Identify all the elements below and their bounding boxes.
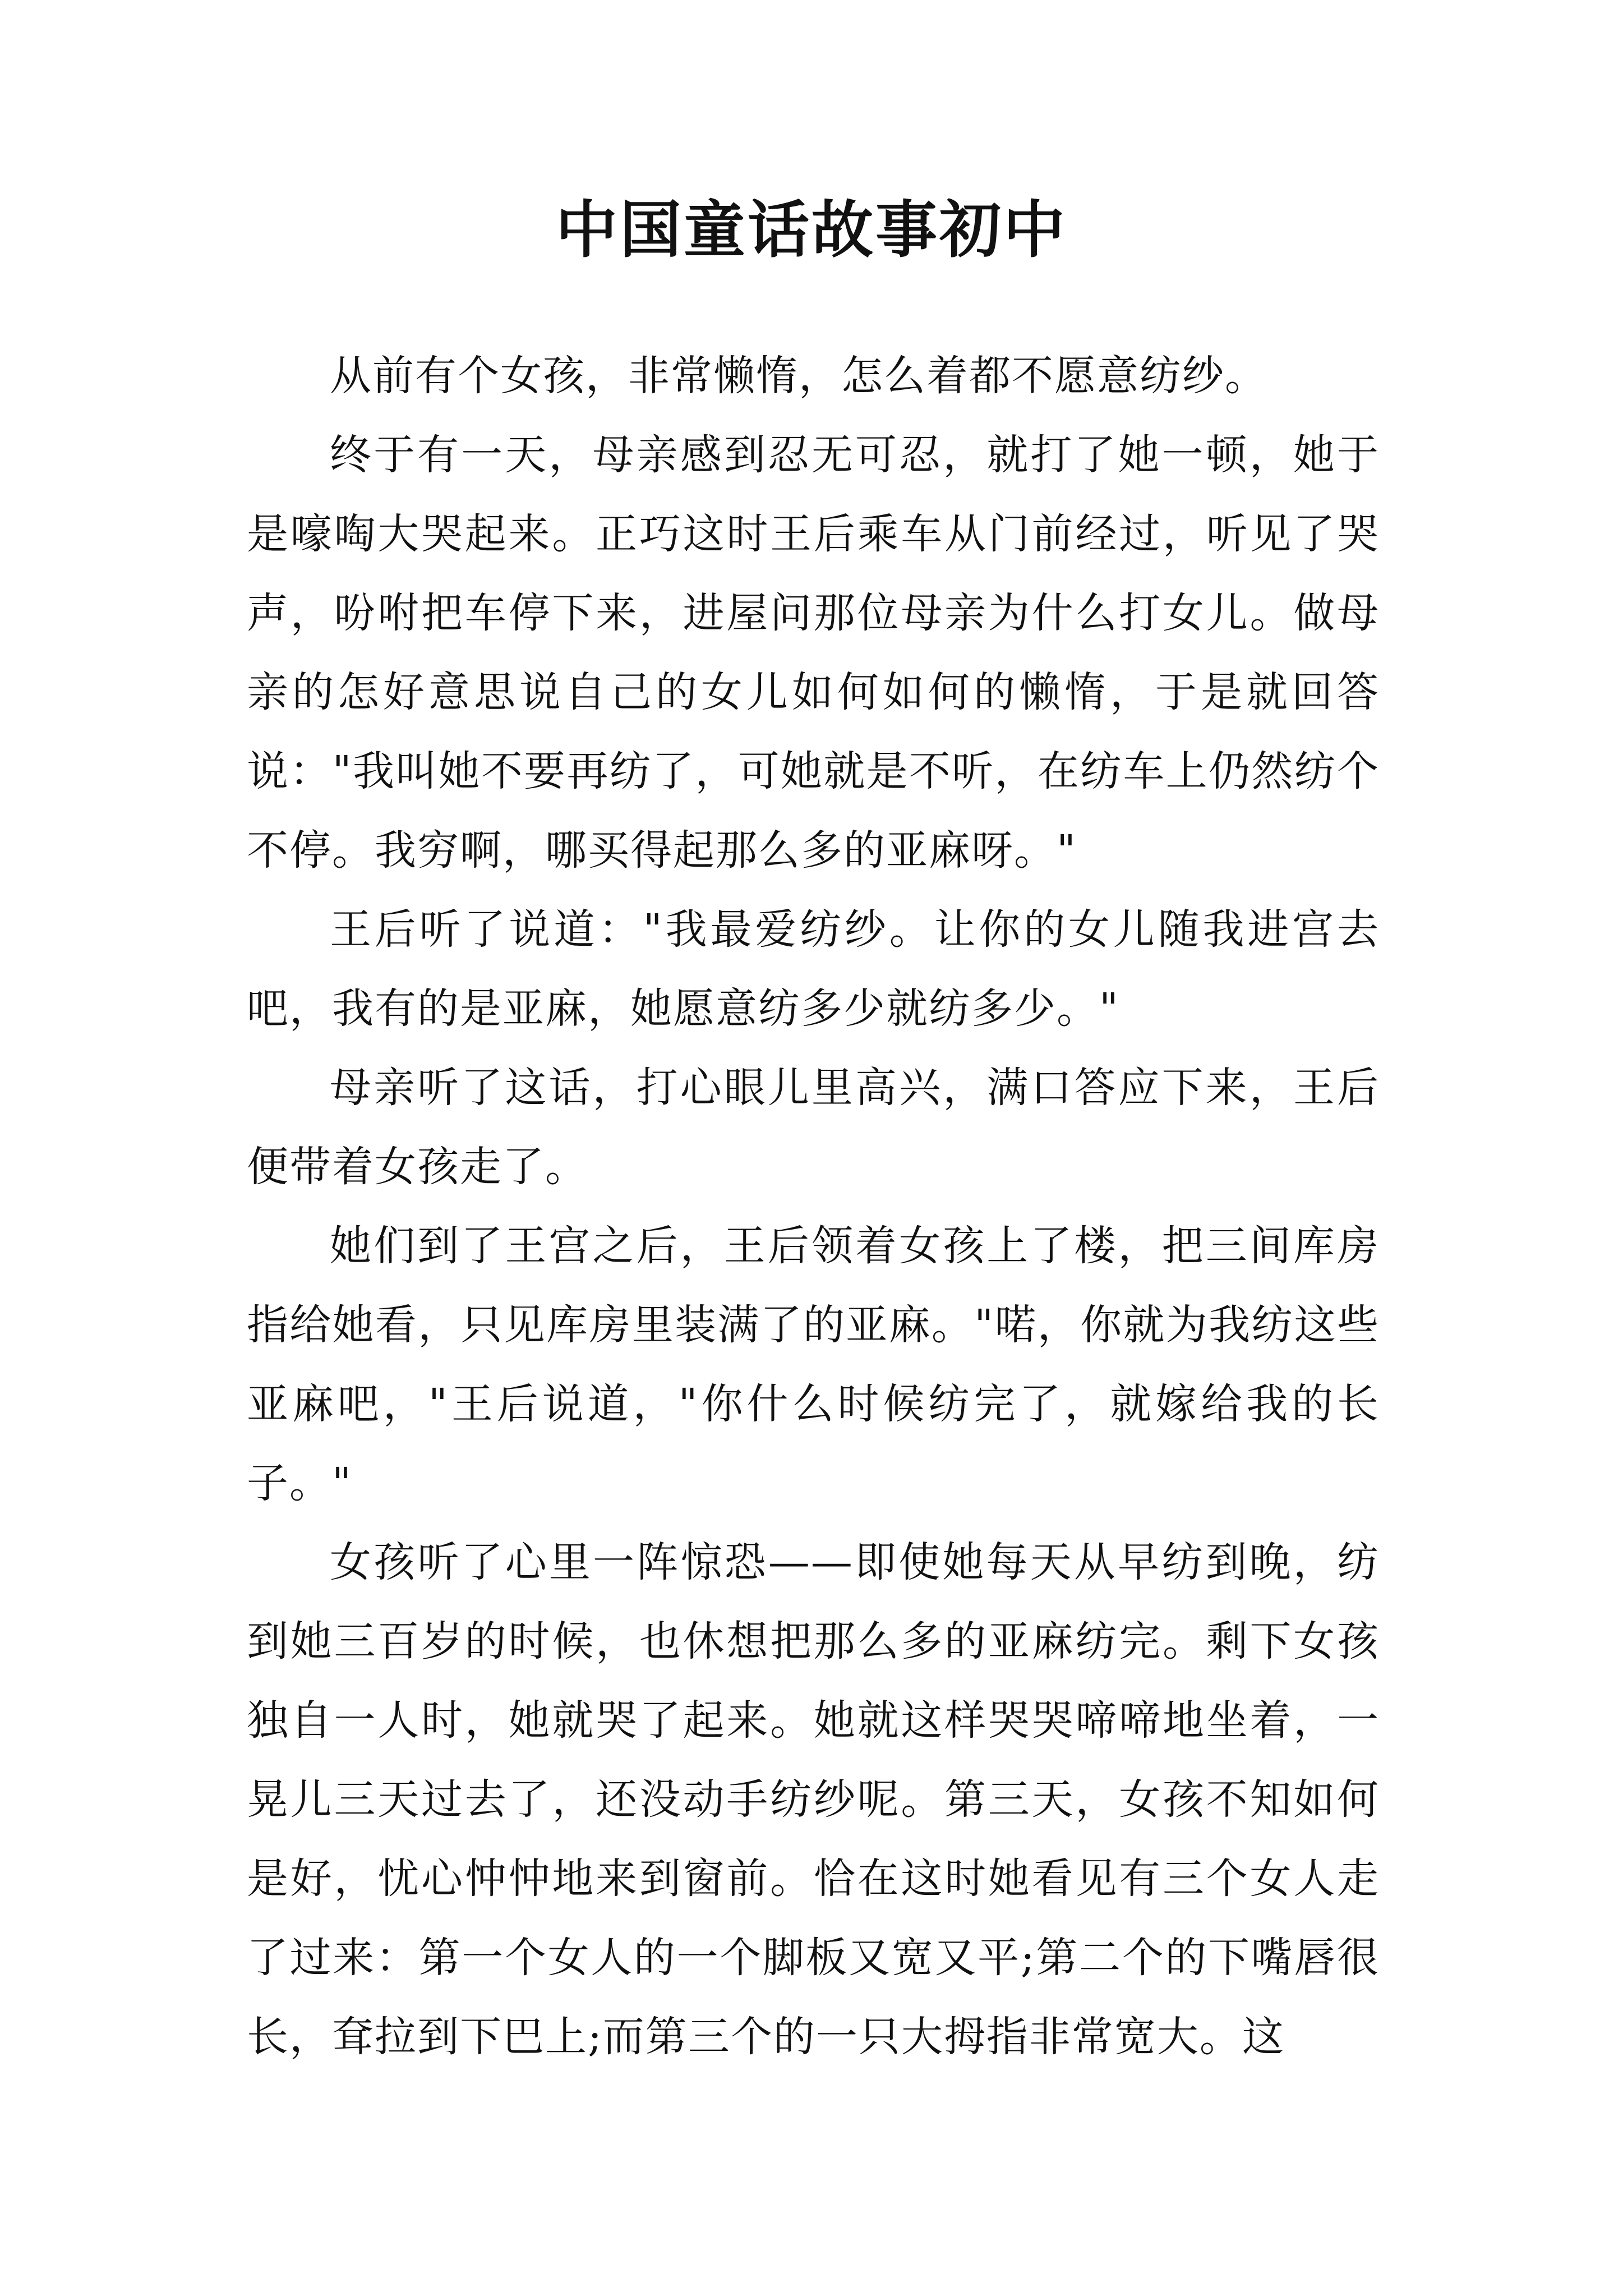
- paragraph: 从前有个女孩，非常懒惰，怎么着都不愿意纺纱。: [330, 352, 1267, 400]
- paragraph: 终于有一天，母亲感到忍无可忍，就打了她一顿，她于是嚎啕大哭起来。正巧这时王后乘车从门前经过，听见了哭声，吩咐把车停下来，进屋问那位母亲为什么打女儿。做母亲的怎好意思说自己的女儿如何如何的懒惰，于是就回答说："我叫她不要再纺了，可她就是不听，在纺车上仍然纺个不停。我穷啊，哪买得起那么多的亚麻呀。": [247, 431, 1380, 875]
- paragraph: 她们到了王宫之后，王后领着女孩上了楼，把三间库房指给她看，只见库房里装满了的亚麻。"喏，你就为我纺这些亚麻吧，"王后说道，"你什么时候纺完了，就嫁给我的长子。": [247, 1222, 1380, 1507]
- paragraph: 女孩听了心里一阵惊恐——即使她每天从早纺到晚，纺到她三百岁的时候，也休想把那么多的亚麻纺完。剩下女孩独自一人时，她就哭了起来。她就这样哭哭啼啼地坐着，一晃儿三天过去了，还没动手纺纱呢。第三天，女孩不知如何是好，忧心忡忡地来到窗前。恰在这时她看见有三个女人走了过来：第一个女人的一个脚板又宽又平;第二个的下嘴唇很长，耷拉到下巴上;而第三个的一只大拇指非常宽大。这: [247, 1538, 1380, 2061]
- document-body: [247, 337, 1380, 2077]
- document-title: 中国童话故事初中: [556, 194, 1067, 266]
- paragraph: 王后听了说道："我最爱纺纱。让你的女儿随我进宫去吧，我有的是亚麻，她愿意纺多少就纺多少。": [247, 905, 1380, 1033]
- paragraph: 母亲听了这话，打心眼儿里高兴，满口答应下来，王后便带着女孩走了。: [247, 1064, 1380, 1191]
